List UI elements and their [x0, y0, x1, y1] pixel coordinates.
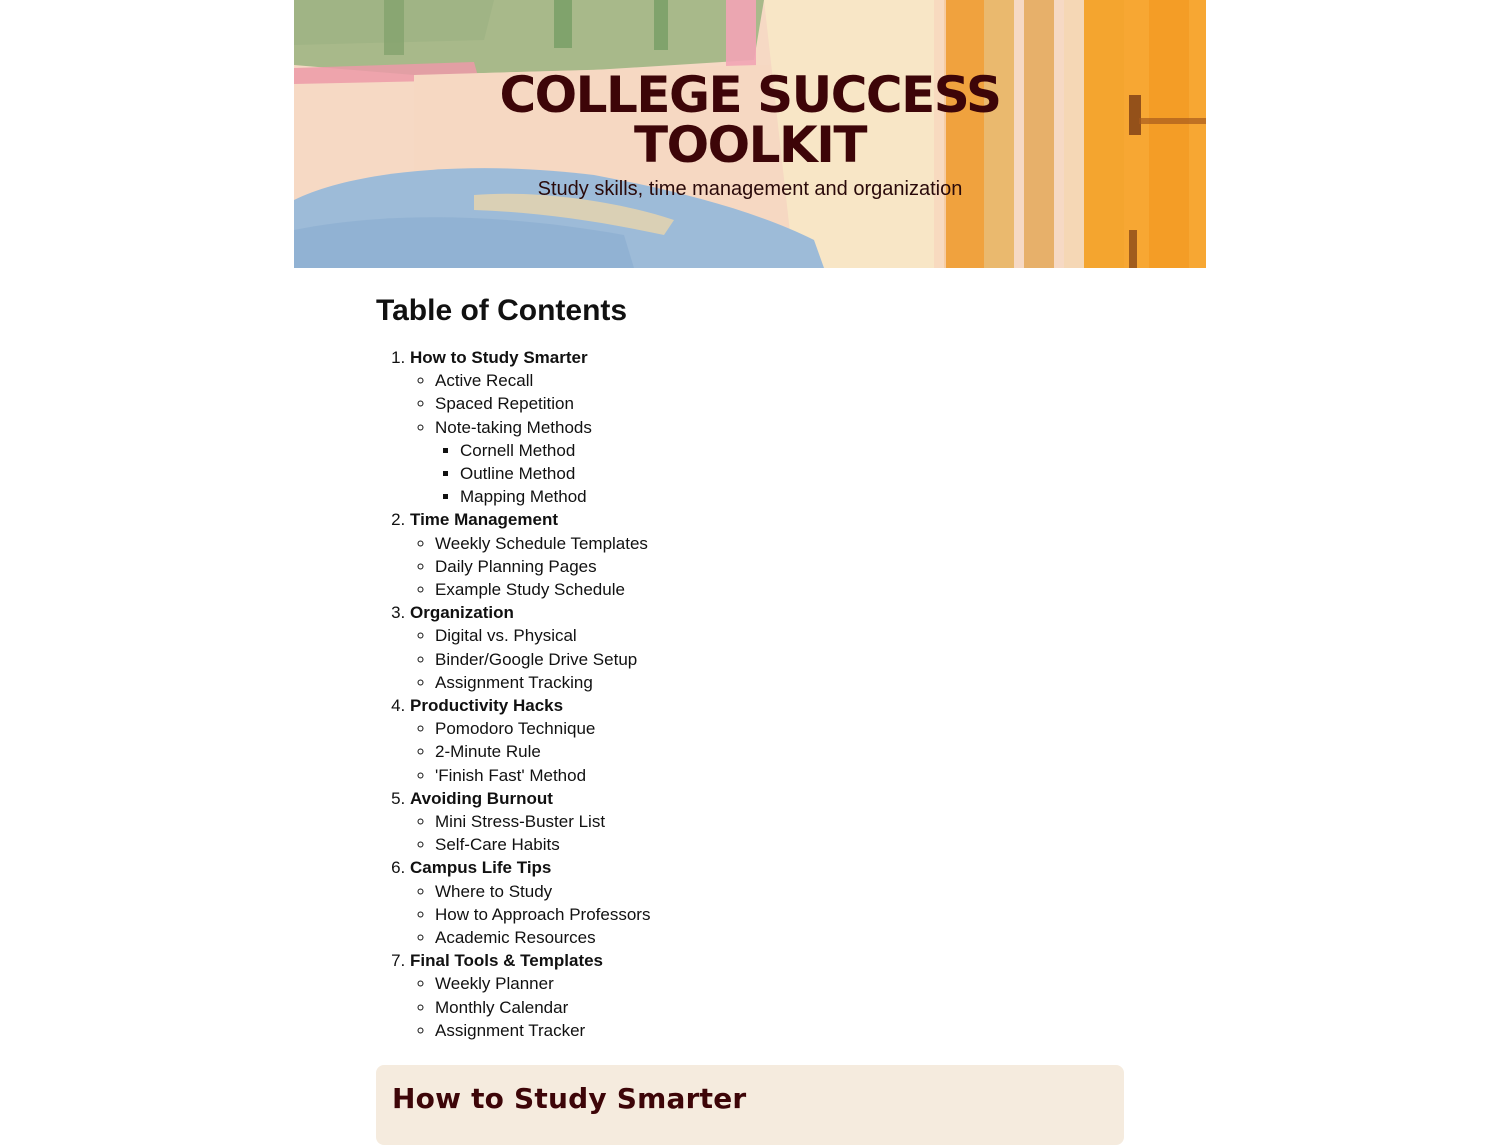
toc-sublist [410, 369, 1124, 508]
banner-text-block [294, 66, 1206, 201]
section-card-study-smarter [376, 1065, 1124, 1145]
toc-section[interactable] [410, 346, 1124, 508]
toc-section-title[interactable]: Time Management [410, 510, 559, 530]
toc-sublist [410, 532, 1124, 602]
toc-section[interactable] [410, 508, 1124, 601]
toc-subitem[interactable]: ◦ Assignment Tracking [435, 671, 1124, 694]
toc-section-title[interactable]: Organization [410, 603, 514, 623]
document-subtitle: Study skills, time management and organization [537, 178, 963, 200]
toc-section[interactable] [410, 694, 1124, 787]
table-of-contents [376, 290, 1124, 1042]
toc-sublist [410, 880, 1124, 950]
toc-subitem[interactable]: ◦ Digital vs. Physical [435, 624, 1124, 647]
toc-sublist [410, 624, 1124, 694]
toc-section-title[interactable]: Avoiding Burnout [410, 788, 553, 808]
toc-section[interactable] [410, 601, 1124, 694]
toc-subitem[interactable]: ◦ 2-Minute Rule [435, 740, 1124, 763]
toc-section-title[interactable]: Productivity Hacks [410, 696, 564, 716]
toc-sublist [410, 810, 1124, 856]
title-line-1: COLLEGE SUCCESS [499, 66, 1001, 124]
toc-subitem[interactable]: ◦ Active Recall [435, 369, 1124, 392]
toc-sublist [410, 972, 1124, 1042]
toc-subsublist [435, 439, 1124, 509]
toc-subitem[interactable]: ◦ Academic Resources [435, 926, 1124, 949]
toc-sublist [410, 717, 1124, 787]
header-banner [294, 0, 1206, 268]
toc-subitem[interactable]: ◦ How to Approach Professors [435, 903, 1124, 926]
toc-subsubitem[interactable]: ▪ Outline Method [460, 462, 1124, 485]
title-line-2: TOOLKIT [634, 116, 866, 174]
toc-subitem[interactable]: ◦ 'Finish Fast' Method [435, 764, 1124, 787]
toc-subitem[interactable]: ◦ Daily Planning Pages [435, 555, 1124, 578]
toc-subitem[interactable]: ◦ Binder/Google Drive Setup [435, 648, 1124, 671]
toc-subitem[interactable] [435, 416, 1124, 509]
toc-list [376, 346, 1124, 1042]
toc-subitem[interactable]: ◦ Monthly Calendar [435, 996, 1124, 1019]
toc-subsubitem[interactable]: ▪ Cornell Method [460, 439, 1124, 462]
toc-subsubitem[interactable]: ▪ Mapping Method [460, 485, 1124, 508]
toc-subitem[interactable]: ◦ Mini Stress-Buster List [435, 810, 1124, 833]
toc-subitem[interactable]: ◦ Self-Care Habits [435, 833, 1124, 856]
toc-section-title[interactable]: How to Study Smarter [410, 348, 588, 367]
toc-subitem[interactable]: ◦ Where to Study [435, 880, 1124, 903]
toc-subitem[interactable]: ◦ Weekly Schedule Templates [435, 532, 1124, 555]
toc-subitem[interactable]: ◦ Assignment Tracker [435, 1019, 1124, 1042]
toc-section[interactable] [410, 856, 1124, 949]
toc-subitem[interactable]: ◦ Weekly Planner [435, 972, 1124, 995]
toc-subitem[interactable]: ◦ Pomodoro Technique [435, 717, 1124, 740]
document-title [294, 66, 1206, 174]
section-heading: How to Study Smarter [392, 1082, 747, 1115]
toc-subitem[interactable]: ◦ Spaced Repetition [435, 392, 1124, 415]
toc-section-title[interactable]: Final Tools & Templates [410, 951, 604, 971]
toc-heading: Table of Contents [376, 294, 628, 327]
toc-subitem-label[interactable]: Note-taking Methods [435, 417, 592, 437]
toc-section[interactable] [410, 787, 1124, 857]
toc-section-title[interactable]: Campus Life Tips [410, 858, 552, 878]
toc-section[interactable] [410, 949, 1124, 1042]
toc-subitem[interactable]: ◦ Example Study Schedule [435, 578, 1124, 601]
